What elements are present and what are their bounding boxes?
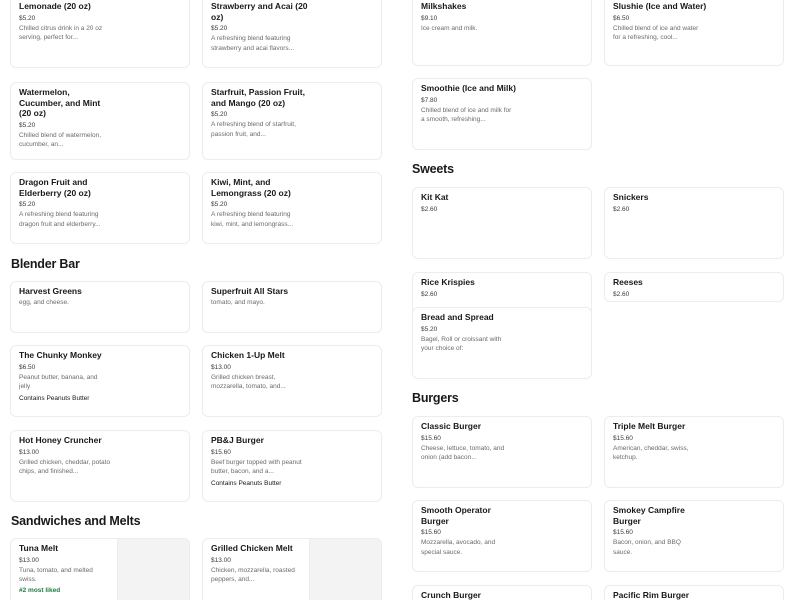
item-name: Snickers: [613, 192, 649, 202]
menu-item-card[interactable]: [604, 0, 784, 66]
section-title-burgers: Burgers: [412, 391, 459, 405]
item-description: Cheese, lettuce, tomato, and onion (add bacon...: [421, 444, 505, 461]
menu-item-card[interactable]: [604, 500, 784, 572]
item-price: $15.60: [613, 529, 633, 536]
item-price: $6.50: [19, 363, 36, 371]
menu-item-card[interactable]: [604, 585, 784, 600]
item-name: Kit Kat: [421, 192, 449, 202]
item-name: Slushie (Ice and Water): [613, 1, 707, 11]
item-name: The Chunky Monkey: [19, 350, 102, 360]
allergen-tag: Contains Peanuts Butter: [19, 394, 90, 402]
item-price: $5.20: [421, 325, 438, 333]
item-price: $6.50: [613, 14, 630, 22]
menu-item-card[interactable]: [604, 416, 784, 488]
menu-item-card[interactable]: [412, 307, 592, 379]
menu-item-card[interactable]: [412, 187, 592, 259]
item-description: Chilled blend of ice and water for a refreshing, cool...: [613, 24, 699, 41]
item-price: $5.20: [211, 201, 228, 208]
item-price: $2.60: [421, 205, 438, 213]
item-name: Hot Honey Cruncher: [19, 435, 102, 445]
item-price: $15.60: [421, 529, 441, 536]
item-name: Dragon Fruit and Elderberry (20 oz): [19, 177, 91, 198]
item-price: $5.20: [211, 25, 228, 32]
item-price: $13.00: [19, 556, 39, 564]
menu-item-card[interactable]: [10, 538, 190, 600]
item-name: Smokey Campfire Burger: [613, 505, 685, 526]
item-price: $15.60: [211, 448, 231, 456]
item-description: Beef burger topped with peanut butter, bacon, and a...: [211, 458, 302, 475]
item-description: Bacon, onion, and BBQ sauce.: [613, 539, 681, 556]
item-name: Reeses: [613, 277, 643, 287]
item-description: Grilled chicken, cheddar, potato chips, and finished...: [19, 458, 111, 475]
item-description: Chicken, mozzarella, roasted peppers, and...: [211, 566, 295, 583]
menu-item-card[interactable]: [202, 281, 382, 333]
item-price: $2.60: [421, 290, 438, 298]
item-price: $5.20: [19, 121, 36, 129]
item-price: $5.20: [19, 201, 36, 208]
item-name: Smooth Operator Burger: [421, 505, 491, 526]
item-description: A refreshing blend of starfruit, passion fruit, and...: [211, 121, 296, 138]
menu-item-card[interactable]: [604, 187, 784, 259]
menu-item-card[interactable]: [10, 430, 190, 502]
menu-item-card[interactable]: [10, 281, 190, 333]
item-name: Crunch Burger: [421, 590, 481, 600]
item-price: $2.60: [613, 205, 630, 213]
allergen-tag: Contains Peanuts Butter: [211, 479, 282, 487]
menu-item-card[interactable]: [412, 585, 592, 600]
menu-item-card[interactable]: [10, 345, 190, 417]
menu-item-card[interactable]: [604, 272, 784, 302]
item-name: Bread and Spread: [421, 312, 494, 322]
menu-item-card[interactable]: [202, 538, 382, 600]
menu-item-card[interactable]: [10, 172, 190, 244]
item-description: egg, and cheese.: [19, 298, 69, 306]
item-name: Smoothie (Ice and Milk): [421, 83, 516, 93]
item-price: $9.10: [421, 14, 438, 22]
item-description: A refreshing blend featuring strawberry and acai flavors...: [211, 35, 295, 52]
menu-item-card[interactable]: [10, 0, 190, 68]
item-description: Chilled blend of ice and milk for a smooth, refreshing...: [421, 106, 512, 123]
item-name: Pacific Rim Burger: [613, 590, 690, 600]
section-title-sweets: Sweets: [412, 162, 454, 176]
item-description: Tuna, tomato, and melted swiss.: [19, 566, 93, 583]
menu-item-card[interactable]: [202, 0, 382, 68]
item-price: $5.20: [19, 14, 36, 22]
item-description: A refreshing blend featuring dragon fruit and elderberry...: [19, 211, 101, 228]
item-name: Lemonade (20 oz): [19, 1, 91, 11]
item-name: Triple Melt Burger: [613, 421, 686, 431]
item-price: $13.00: [211, 363, 231, 371]
item-name: PB&J Burger: [211, 435, 264, 445]
item-price: $13.00: [211, 556, 231, 564]
popularity-badge: #2 most liked: [19, 586, 61, 594]
item-price: $5.20: [211, 111, 228, 118]
item-description: A refreshing blend featuring kiwi, mint, and lemongrass...: [211, 211, 294, 228]
item-name: Superfruit All Stars: [211, 286, 289, 296]
item-price: $7.80: [421, 96, 438, 104]
section-title-sandwiches: Sandwiches and Melts: [11, 514, 141, 528]
menu-item-card[interactable]: [412, 500, 592, 572]
item-name: Grilled Chicken Melt: [211, 543, 293, 553]
item-name: Classic Burger: [421, 421, 481, 431]
item-name: Starfruit, Passion Fruit, and Mango (20 oz): [211, 87, 305, 108]
item-price: $15.60: [613, 434, 633, 442]
menu-item-card[interactable]: [202, 430, 382, 502]
section-title-blender-bar: Blender Bar: [11, 257, 80, 271]
menu-item-card[interactable]: [412, 78, 592, 150]
item-description: Bagel, Roll or croissant with your choice of:: [421, 335, 502, 352]
item-price: $13.00: [19, 448, 39, 456]
item-description: Ice cream and milk.: [421, 24, 478, 32]
item-name: Tuna Melt: [19, 543, 59, 553]
item-price: $2.60: [613, 290, 630, 298]
menu-item-card[interactable]: [202, 82, 382, 160]
item-image: [309, 539, 381, 600]
item-name: Milkshakes: [421, 1, 467, 11]
menu-item-card[interactable]: [412, 416, 592, 488]
menu-item-card[interactable]: [412, 0, 592, 66]
item-description: tomato, and mayo.: [211, 298, 265, 306]
item-description: Mozzarella, avocado, and special sauce.: [421, 539, 496, 556]
item-name: Rice Krispies: [421, 277, 475, 287]
item-name: Chicken 1-Up Melt: [211, 350, 285, 360]
item-description: Peanut butter, banana, and jelly: [19, 373, 98, 390]
item-description: Grilled chicken breast, mozzarella, tomato, and...: [211, 373, 286, 390]
item-description: Chilled blend of watermelon, cucumber, an...: [19, 131, 102, 148]
item-name: Strawberry and Acai (20 oz): [211, 1, 308, 22]
item-name: Watermelon, Cucumber, and Mint (20 oz): [19, 87, 101, 118]
item-price: $15.60: [421, 434, 441, 442]
item-image: [117, 539, 189, 600]
menu-item-card[interactable]: [10, 82, 190, 160]
item-description: Chilled citrus drink in a 20 oz serving, perfect for...: [19, 24, 103, 41]
item-name: Kiwi, Mint, and Lemongrass (20 oz): [211, 177, 291, 198]
item-name: Harvest Greens: [19, 286, 82, 296]
menu-item-card[interactable]: [202, 172, 382, 244]
menu-item-card[interactable]: [202, 345, 382, 417]
item-description: American, cheddar, swiss, ketchup.: [613, 444, 689, 461]
